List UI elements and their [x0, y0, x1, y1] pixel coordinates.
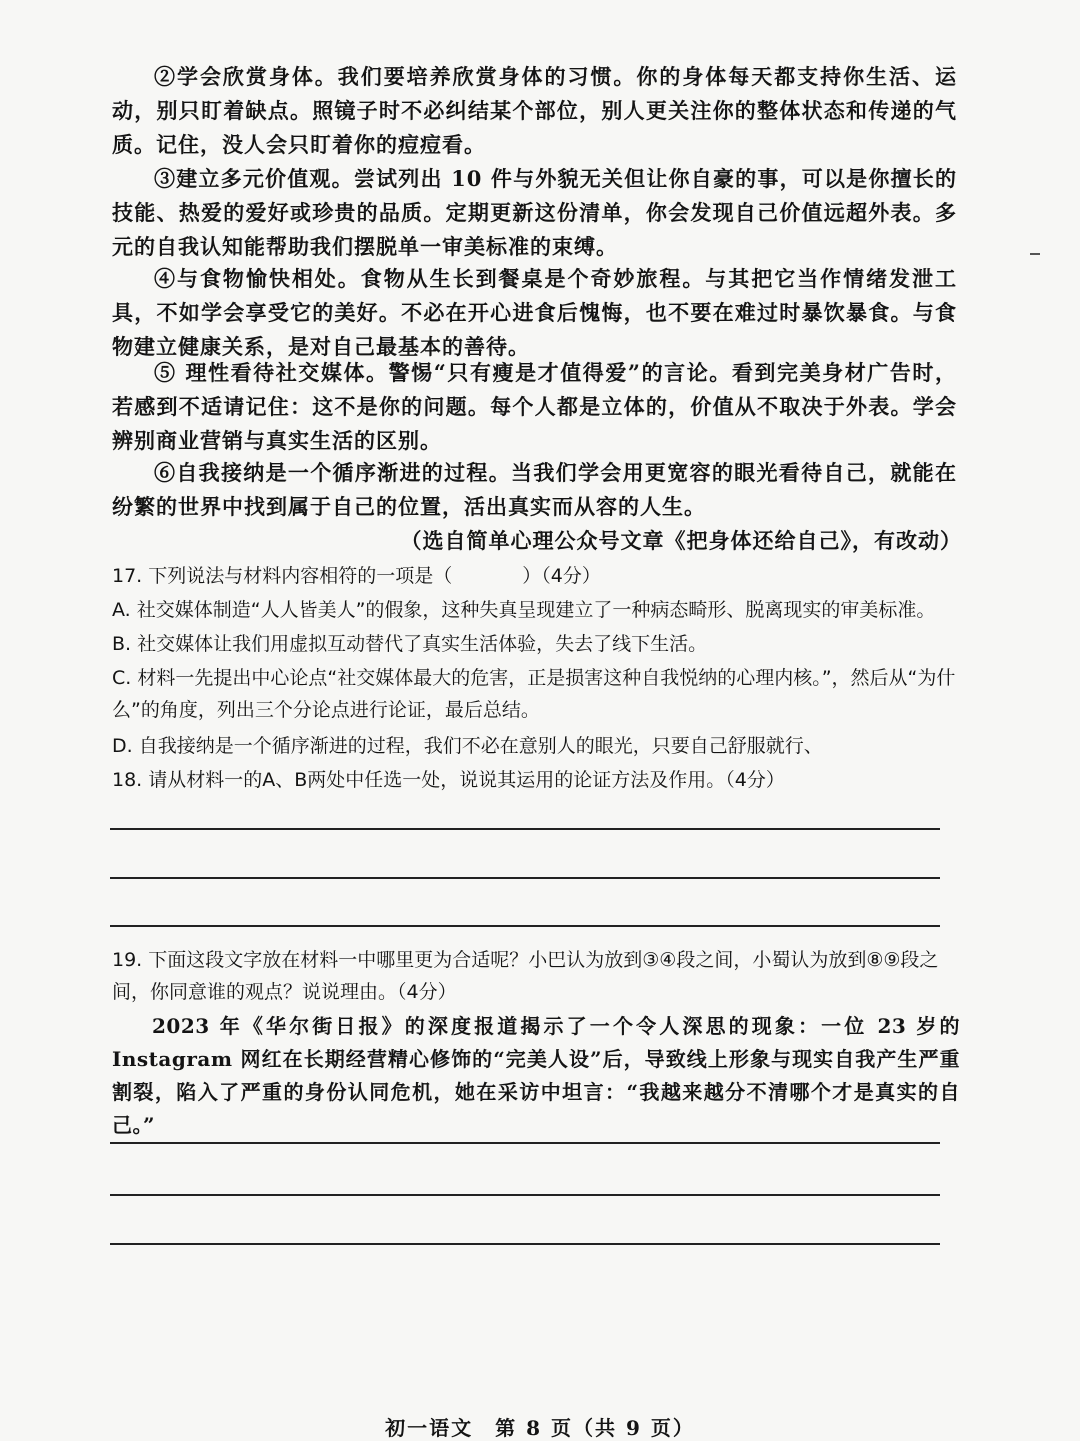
passage-paragraph-3: ③建立多元价值观。尝试列出 10 件与外貌无关但让你自豪的事，可以是你擅长的技能、热爱的爱好或珍贵的品质。定期更新这份清单，你会发现自己价值远超外表。多元的自我认知能帮助我们摆脱单一审美标准的束缚。 — [112, 166, 957, 259]
passage-source: （选自简单心理公众号文章《把身体还给自己》，有改动） — [400, 528, 962, 553]
passage-paragraph-2: ②学会欣赏身体。我们要培养欣赏身体的习惯。你的身体每天都支持你生活、运动，别只盯着缺点。照镜子时不必纠结某个部位，别人更关注你的整体状态和传递的气质。记住，没人会只盯着你的痘痘看。 — [112, 64, 957, 157]
question-18-stem: 18. 请从材料一的A、B两处中任选一处，说说其运用的论证方法及作用。（4分） — [112, 769, 785, 791]
option-a: A. 社交媒体制造“人人皆美人”的假象，这种失真呈现建立了一种病态畸形、脱离现实的审美标准。 — [112, 599, 936, 621]
passage-paragraph-6: ⑥自我接纳是一个循序渐进的过程。当我们学会用更宽容的眼光看待自己，就能在纷繁的世界中找到属于自己的位置，活出真实而从容的人生。 — [112, 460, 957, 519]
answer-line[interactable] — [110, 1243, 940, 1245]
answer-line[interactable] — [110, 877, 940, 879]
question-17-stem-end: ）（4分） — [522, 565, 601, 587]
answer-line[interactable] — [110, 1142, 940, 1144]
question-19-quote: 2023 年《华尔街日报》的深度报道揭示了一个令人深思的现象：一位 23 岁的 Instagram 网红在长期经营精心修饰的“完美人设”后，导致线上形象与现实自我产生严重割裂，陷入了严重的身份认同危机，她在采访中坦言：“我越来越分不清哪个才是真实的自己。” — [112, 1014, 960, 1137]
option-c: C. 材料一先提出中心论点“社交媒体最大的危害，正是损害这种自我悦纳的心理内核。”，然后从“为什么”的角度，列出三个分论点进行论证，最后总结。 — [112, 667, 956, 721]
passage-paragraph-5: ⑤ 理性看待社交媒体。警惕“只有瘦是才值得爱”的言论。看到完美身材广告时，若感到不适请记住：这不是你的问题。每个人都是立体的，价值从不取决于外表。学会辨别商业营销与真实生活的区别。 — [112, 360, 957, 453]
page-footer: 初一语文 第 8 页（共 9 页） — [385, 1416, 695, 1440]
passage-paragraph-4: ④与食物愉快相处。食物从生长到餐桌是个奇妙旅程。与其把它当作情绪发泄工具，不如学会享受它的美好。不必在开心进食后愧悔，也不要在难过时暴饮暴食。与食物建立健康关系，是对自己最基本的善待。 — [112, 266, 957, 359]
answer-line[interactable] — [110, 925, 940, 927]
answer-line[interactable] — [110, 1194, 940, 1196]
answer-line[interactable] — [110, 828, 940, 830]
scan-mark — [1030, 253, 1040, 255]
question-17-stem-start: 17. 下列说法与材料内容相符的一项是（ — [112, 565, 453, 587]
question-19-stem: 19. 下面这段文字放在材料一中哪里更为合适呢？小巴认为放到③④段之间，小蜀认为放到⑧⑨段之间，你同意谁的观点？说说理由。（4分） — [112, 949, 939, 1003]
question-17-stem — [112, 560, 960, 592]
option-b: B. 社交媒体让我们用虚拟互动替代了真实生活体验，失去了线下生活。 — [112, 633, 708, 655]
option-d: D. 自我接纳是一个循序渐进的过程，我们不必在意别人的眼光，只要自己舒服就行、 — [112, 735, 823, 757]
